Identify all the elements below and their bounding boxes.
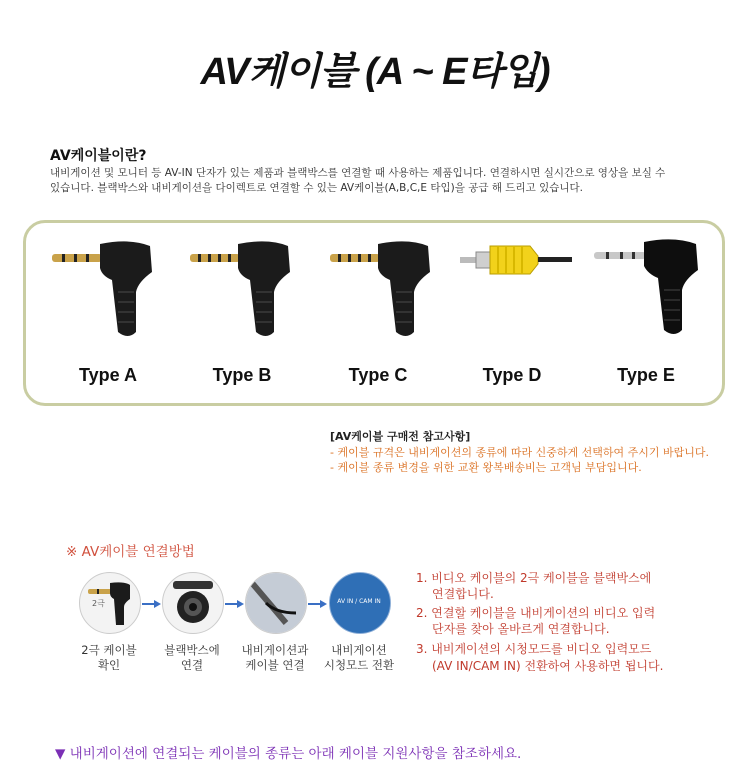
step-1-caption: 2극 케이블 확인 [81,643,137,672]
type-e-label: Type E [617,365,675,385]
plug-35mm-icon [186,232,296,342]
notice-item: - 케이블 규격은 내비게이션의 종류에 따라 신중하게 선택하여 주시기 바랍니다. [330,446,709,459]
type-b-label: Type B [212,365,272,385]
intro-text-line: 있습니다. 블랙박스와 내비게이션을 다이렉트로 연결할 수 있는 AV케이블(A,B,C,E 타입)을 공급 해 드리고 있습니다. [50,182,583,194]
plug-35mm-icon [326,232,436,342]
notice-title: [AV케이블 구매전 참고사항] [330,430,471,443]
notice-item: - 케이블 종류 변경을 위한 교환 왕복배송비는 고객님 부담입니다. [330,461,642,474]
step-3-image [245,572,307,634]
step-2-image [162,572,224,634]
instruction-line: 3. 내비게이션의 시청모드를 비디오 입력모드 [416,642,652,656]
footer-note: ▼ 내비게이션에 연결되는 케이블의 종류는 아래 케이블 지원사항을 참조하세요. [55,746,522,762]
intro-text-line: 내비게이션 및 모니터 등 AV-IN 단자가 있는 제품과 블랙박스를 연결할 때 사용하는 제품입니다. 연결하시면 실시간으로 영상을 보실 수 [50,167,666,179]
rca-plug-yellow-icon [458,232,578,342]
instruction-line: 1. 비디오 케이블의 2극 케이블을 블랙박스에 [416,571,652,585]
arrow-right-icon [308,599,328,609]
plug-35mm-icon [48,232,158,342]
step-1-image [79,572,141,634]
instruction-line: 단자를 찾아 올바르게 연결합니다. [432,622,610,636]
intro-heading: AV케이블이란? [50,148,147,164]
plug-35mm-icon [592,232,702,342]
type-c-label: Type C [348,365,408,385]
arrow-right-icon [142,599,162,609]
arrow-right-icon [225,599,245,609]
instruction-line: (AV IN/CAM IN) 전환하여 사용하면 됩니다. [432,659,664,673]
page-title: AV케이블 (A ~ E타입) [200,51,550,93]
instruction-line: 2. 연결할 케이블을 내비게이션의 비디오 입력 [416,606,656,620]
type-d-label: Type D [482,365,542,385]
instruction-line: 연결합니다. [432,587,494,601]
type-a-label: Type A [78,365,137,385]
step-3-caption: 내비게이션과 케이블 연결 [241,643,309,672]
screen-label: AV IN / CAM IN [337,598,381,605]
step-1-tag: 2극 [92,599,105,608]
step-4-caption: 내비게이션 시청모드 전환 [323,643,395,672]
step-2-caption: 블랙박스에 연결 [164,643,220,672]
howto-title: ※ AV케이블 연결방법 [66,544,195,560]
